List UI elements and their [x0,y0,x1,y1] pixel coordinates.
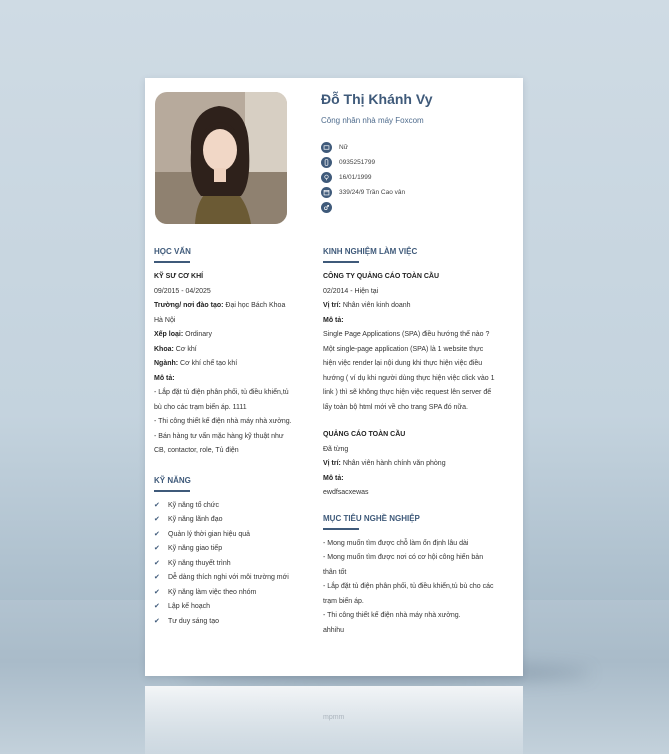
education-desc-line: - Lắp đặt tủ điện phân phối, tủ điều khiển,tủ [154,389,289,396]
job-position [323,299,513,314]
check-icon: ✔ [154,501,160,509]
skill-item [154,499,302,514]
check-icon: ✔ [154,516,160,523]
job-desc-label: Mô tả: [323,474,344,482]
skills-divider [154,490,190,492]
job-desc-line: Single Page Applications (SPA) điều hướng thế nào ? [323,331,490,338]
education-degree: KỸ SƯ CƠ KHÍ [154,273,204,280]
gender-icon [321,142,332,153]
skill-item [154,600,302,615]
position-value: Nhân viên kinh doanh [340,302,411,309]
school-label: Trường/ nơi đào tạo: [154,302,224,309]
job-desc-line: ewdfsacxewas [323,489,369,496]
skills-heading: KỸ NĂNG [154,475,191,485]
experience-heading: KINH NGHIỆM LÀM VIỆC [323,247,418,256]
skill-label: Kỹ năng làm việc theo nhóm [168,588,257,596]
contact-list [321,140,405,215]
goal-line: - Thi công thiết kế điện nhà máy nhà xưởng. [323,612,461,619]
education-faculty [154,343,302,358]
education-rank [154,328,302,343]
education-school-city: Hà Nội [154,316,176,324]
job-desc-line: link ) thì sẽ không thực hiện việc request lên server để [323,389,492,396]
check-icon: ✔ [154,574,160,581]
school-value: Đại học Bách Khoa [223,302,286,309]
skill-item [154,513,302,528]
rank-value: Ordinary [183,331,212,338]
education-desc-line: - Bán hàng tư vấn mặc hàng kỹ thuật như [154,432,284,440]
education-desc-line: bù cho các trạm biến áp. 1111 [154,403,247,411]
goal-line: ahhihu [323,626,345,634]
skill-item [154,542,302,557]
job-desc-label: Mô tả: [323,316,344,324]
job-period: Đã từng [323,445,349,453]
job-position [323,457,513,472]
experience-divider [323,261,359,263]
job-company: QUẢNG CÁO TOÀN CẦU [323,431,406,438]
position-label: Vị trí: [323,302,341,309]
contact-link [321,200,405,215]
education-major [154,357,302,372]
major-label: Ngành: [154,360,179,367]
major-value: Cơ khí chế tạo khí [178,360,238,367]
check-icon: ✔ [154,545,160,552]
check-icon: ✔ [154,559,160,567]
skill-item [154,571,302,586]
skill-label: Kỹ năng lãnh đạo [168,516,223,523]
rank-label: Xếp loại: [154,331,184,338]
job-desc-line: hiện việc render lại nội dung khi thực hiện việc điều [323,360,483,367]
position-value: Nhân viên hành chính văn phòng [340,460,446,467]
goals-heading: MỤC TIÊU NGHỀ NGHIỆP [323,513,420,523]
skill-label: Kỹ năng tổ chức [168,501,219,509]
check-icon: ✔ [154,603,160,610]
skill-label: Kỹ năng giao tiếp [168,545,223,552]
faculty-value: Cơ khí [173,345,197,353]
calendar-icon [321,187,332,198]
check-icon: ✔ [154,617,160,625]
skill-label: Quản lý thời gian hiệu quả [168,530,251,538]
skill-item [154,586,302,601]
goal-line: - Lắp đặt tủ điện phân phối, tủ điều khiển,tủ bù cho các [323,583,494,590]
education-period: 09/2015 - 04/2025 [154,287,211,295]
job-period: 02/2014 - Hiện tại [323,287,379,295]
gender-value: Nữ [339,144,349,151]
education-desc-line: CB, contactor, role, Tủ điện [154,447,239,454]
check-icon: ✔ [154,530,160,538]
goal-line: trạm biến áp. [323,597,364,605]
birthday-value: 16/01/1999 [339,174,372,181]
goal-line: - Mong muốn tìm được chỗ làm ổn định lâu dài [323,539,469,547]
right-column [323,246,513,638]
goal-line: - Mong muốn tìm được nơi có cơ hội công hiến bản [323,554,484,561]
education-divider [154,261,190,263]
left-column [154,246,302,629]
cv-page [145,78,523,676]
skill-label: Lập kế hoạch [168,603,211,610]
paper-reflection [145,686,523,754]
position-label: Vị trí: [323,460,341,467]
education-heading: HỌC VẤN [154,247,191,256]
skill-item [154,615,302,630]
job-company: CÔNG TY QUẢNG CÁO TOÀN CẦU [323,273,440,280]
link-icon [321,202,332,213]
reflection-text: mpmm [323,714,345,721]
job-desc-line: hướng ( ví dụ khi người dùng thực hiện việc click vào 1 [323,374,495,382]
contact-birthday [321,170,405,185]
education-desc-line: - Thi công thiết kế điện nhà máy nhà xưởng. [154,418,292,425]
skill-label: Kỹ năng thuyết trình [168,559,231,567]
goals-divider [323,528,359,530]
contact-gender [321,140,405,155]
contact-address [321,185,405,200]
phone-value: 0935251799 [339,159,376,166]
contact-phone [321,155,405,170]
candidate-job-title: Công nhân nhà máy Foxcom [321,116,424,125]
address-value: 339/24/9 Trần Cao vân [339,189,406,196]
skill-label: Tư duy sáng tạo [168,617,219,625]
phone-icon [321,157,332,168]
location-pin-icon [321,172,332,183]
profile-photo [155,92,287,224]
education-desc-label: Mô tả: [154,374,175,382]
check-icon: ✔ [154,588,160,596]
skill-item [154,557,302,572]
job-desc-line: Một single-page application (SPA) là 1 website thực [323,345,484,353]
skill-label: Dễ dàng thích nghi với môi trường mới [168,574,289,581]
education-school [154,299,302,314]
skill-item [154,528,302,543]
goal-line: thân tốt [323,568,347,576]
candidate-name: Đỗ Thị Khánh Vy [321,91,433,107]
faculty-label: Khoa: [154,345,174,353]
job-desc-line: lấy toàn bộ html mới về cho trang SPA đó nữa. [323,403,468,411]
